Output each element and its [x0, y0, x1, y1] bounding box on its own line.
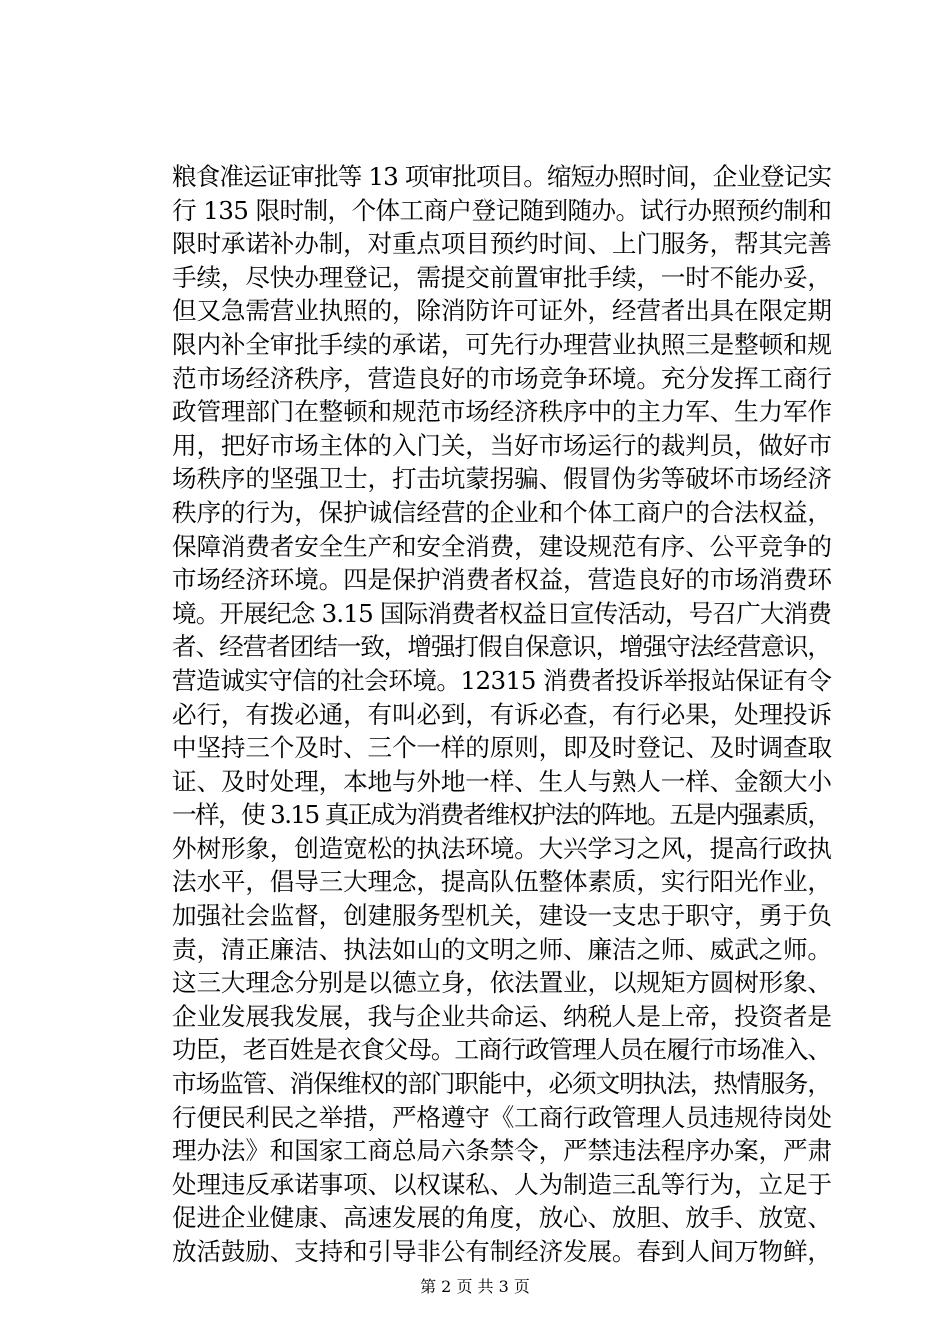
text-line: 这三大理念分别是以德立身，依法置业，以规矩方圆树形象、: [172, 968, 832, 998]
text-line: 处理违反承诺事项、以权谋私、人为制造三乱等行为，立足于: [172, 1169, 832, 1199]
text-line: 限时承诺补办制，对重点项目预约时间、上门服务，帮其完善: [172, 229, 832, 259]
text-line: 政管理部门在整顿和规范市场经济秩序中的主力军、生力军作: [172, 397, 832, 427]
text-line: 功臣，老百姓是衣食父母。工商行政管理人员在履行市场准入、: [172, 1035, 831, 1065]
text-line: 限内补全审批手续的承诺，可先行办理营业执照三是整顿和规: [172, 329, 832, 359]
text-line: 粮食准运证审批等 13 项审批项目。缩短办照时间，企业登记实: [172, 162, 832, 191]
text-line: 理办法》和国家工商总局六条禁令，严禁违法程序办案，严肃: [172, 1136, 832, 1166]
text-line: 用，把好市场主体的入门关，当好市场运行的裁判员，做好市: [172, 430, 832, 460]
text-line: 加强社会监督，创建服务型机关，建设一支忠于职守，勇于负: [172, 901, 832, 931]
text-line: 市场经济环境。四是保护消费者权益，营造良好的市场消费环: [172, 565, 832, 595]
text-line: 证、及时处理，本地与外地一样、生人与熟人一样、金额大小: [172, 766, 832, 796]
text-line: 促进企业健康、高速发展的角度，放心、放胆、放手、放宽、: [172, 1203, 832, 1233]
text-line: 营造诚实守信的社会环境。12315 消费者投诉举报站保证有令: [172, 665, 832, 695]
text-line: 外树形象，创造宽松的执法环境。大兴学习之风，提高行政执: [172, 833, 832, 863]
text-line: 必行，有拨必通，有叫必到，有诉必查，有行必果，处理投诉: [172, 699, 832, 729]
text-line: 市场监管、消保维权的部门职能中，必须文明执法，热情服务，: [172, 1069, 831, 1099]
text-line: 但又急需营业执照的，除消防许可证外，经营者出具在限定期: [172, 296, 832, 326]
text-line: 一样，使 3.15 真正成为消费者维权护法的阵地。五是内强素质，: [172, 800, 831, 830]
text-line: 境。开展纪念 3.15 国际消费者权益日宣传活动，号召广大消费: [172, 598, 832, 628]
text-line: 范市场经济秩序，营造良好的市场竞争环境。充分发挥工商行: [172, 363, 832, 393]
text-line: 法水平，倡导三大理念，提高队伍整体素质，实行阳光作业，: [172, 867, 832, 897]
text-line: 企业发展我发展，我与企业共命运、纳税人是上帝，投资者是: [172, 1001, 832, 1031]
text-line: 保障消费者安全生产和安全消费，建设规范有序、公平竞争的: [172, 531, 832, 561]
body-text: [172, 160, 832, 1269]
page-footer: 第 2 页 共 3 页: [420, 1277, 530, 1296]
text-line: 秩序的行为，保护诚信经营的企业和个体工商户的合法权益，: [172, 497, 832, 527]
text-line: 场秩序的坚强卫士，打击坑蒙拐骗、假冒伪劣等破坏市场经济: [172, 464, 832, 494]
text-line: 责，清正廉洁、执法如山的文明之师、廉洁之师、威武之师。: [172, 934, 832, 964]
text-line: 行便民利民之举措，严格遵守《工商行政管理人员违规待岗处: [172, 1102, 832, 1132]
text-line: 行 135 限时制，个体工商户登记随到随办。试行办照预约制和: [172, 195, 832, 225]
text-line: 者、经营者团结一致，增强打假自保意识，增强守法经营意识，: [172, 632, 831, 662]
text-line: 手续，尽快办理登记，需提交前置审批手续，一时不能办妥，: [172, 262, 832, 292]
text-line: 中坚持三个及时、三个一样的原则，即及时登记、及时调查取: [172, 733, 832, 763]
text-line: 放活鼓励、支持和引导非公有制经济发展。春到人间万物鲜，: [172, 1237, 832, 1266]
